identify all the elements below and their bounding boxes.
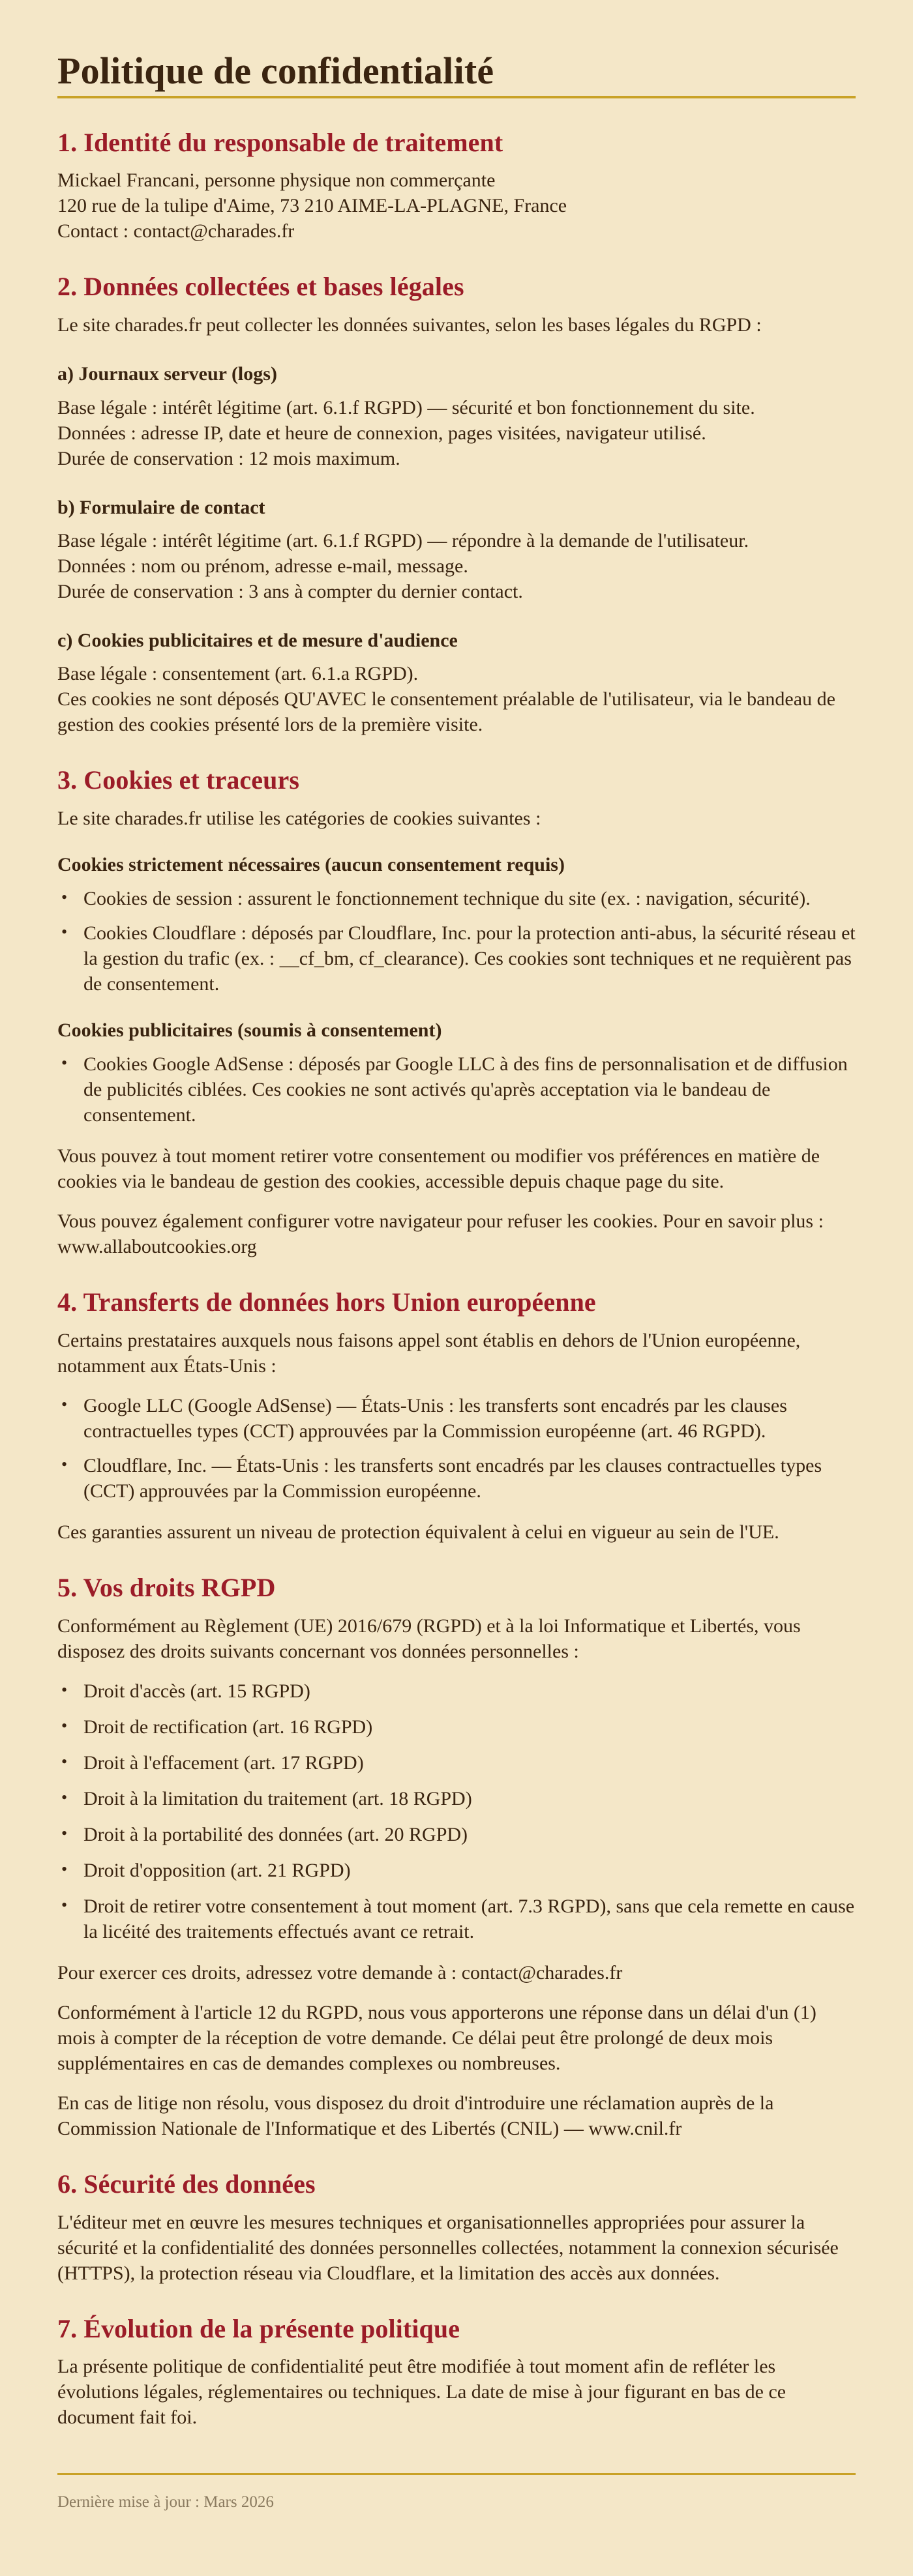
cnil-complaint-paragraph: En cas de litige non résolu, vous disposez du droit d'introduire une réclamation auprès de la Commission Nationale de l'Informatique et des Libertés (CNIL) — www.cnil.fr	[57, 2092, 774, 2139]
section-7-body: La présente politique de confidentialité peut être modifiée à tout moment afin de refléter les évolutions légales, réglementaires ou techniques. La date de mise à jour figurant en bas de ce document fait foi.	[57, 2356, 786, 2429]
section-heading-3: 3. Cookies et traceurs	[57, 765, 299, 795]
list-item: • Droit de retirer votre consentement à tout moment (art. 7.3 RGPD), sans que cela remette en cause la licéité des traitements effectués avant ce retrait.	[57, 1894, 856, 1944]
subsection-heading-2b: b) Formulaire de contact	[57, 496, 265, 518]
section-heading-2: 2. Données collectées et bases légales	[57, 272, 464, 302]
legal-basis-2c: Base légale : consentement (art. 6.1.a RGPD).	[57, 663, 419, 685]
list-item: • Droit de rectification (art. 16 RGPD)	[57, 1714, 856, 1740]
list-item: • Google LLC (Google AdSense) — États-Unis : les transferts sont encadrés par les clauses contractuelles types (CCT) approuvées par la Commission européenne (art. 46 RGPD).	[57, 1393, 856, 1444]
responsible-party-block	[57, 168, 856, 244]
subsection-2c-block	[57, 661, 856, 737]
cookie-list-advertising	[57, 1051, 856, 1128]
section-heading-1: 1. Identité du responsable de traitement	[57, 127, 503, 157]
section-2-intro: Le site charades.fr peut collecter les données suivantes, selon les bases légales du RGPD :	[57, 314, 762, 336]
list-item: • Droit à l'effacement (art. 17 RGPD)	[57, 1750, 856, 1776]
title-divider	[57, 96, 856, 98]
legal-basis-2b: Base légale : intérêt légitime (art. 6.1.f RGPD) — répondre à la demande de l'utilisateur.	[57, 530, 749, 551]
responsible-address: 120 rue de la tulipe d'Aime, 73 210 AIME-LA-PLAGNE, France	[57, 195, 567, 217]
list-item: • Droit d'opposition (art. 21 RGPD)	[57, 1858, 856, 1883]
consent-detail-2c: Ces cookies ne sont déposés QU'AVEC le consentement préalable de l'utilisateur, via le bandeau de gestion des cookies présenté lors de la première visite.	[57, 688, 835, 736]
responsible-name: Mickael Francani, personne physique non commerçante	[57, 169, 496, 192]
section-heading-4: 4. Transferts de données hors Union européenne	[57, 1287, 596, 1317]
responsible-contact: Contact : contact@charades.fr	[57, 220, 295, 242]
section-6-body: L'éditeur met en œuvre les mesures techniques et organisationnelles appropriées pour assurer la sécurité et la confidentialité des données personnelles collectées, notamment la connexion sécurisée (HTTPS), la protection réseau via Cloudflare, et la limitation des accès aux données.	[57, 2211, 839, 2284]
page-title: Politique de confidentialité	[57, 50, 494, 92]
retention-2b: Durée de conservation : 3 ans à compter du dernier contact.	[57, 581, 523, 602]
exercise-rights-paragraph: Pour exercer ces droits, adressez votre demande à : contact@charades.fr	[57, 1961, 623, 1983]
list-item: • Cookies de session : assurent le fonctionnement technique du site (ex. : navigation, sécurité).	[57, 886, 856, 911]
section-4-outro: Ces garanties assurent un niveau de protection équivalent à celui en vigueur au sein de l'UE.	[57, 1521, 779, 1543]
transfer-provider-list	[57, 1393, 856, 1504]
list-item: • Droit à la portabilité des données (art. 20 RGPD)	[57, 1822, 856, 1847]
section-heading-7: 7. Évolution de la présente politique	[57, 2313, 460, 2343]
legal-basis-2a: Base légale : intérêt légitime (art. 6.1.f RGPD) — sécurité et bon fonctionnement du site.	[57, 396, 755, 418]
list-item: • Droit à la limitation du traitement (art. 18 RGPD)	[57, 1786, 856, 1811]
response-delay-paragraph: Conformément à l'article 12 du RGPD, nous vous apporterons une réponse dans un délai d'un (1) mois à compter de la réception de votre demande. Ce délai peut être prolongé de deux mois supplémentaires en cas de demandes complexes ou nombreuses.	[57, 2001, 816, 2074]
subsection-heading-2a: a) Journaux serveur (logs)	[57, 363, 277, 385]
subsection-2b-block	[57, 528, 856, 604]
cookie-group-necessary-heading: Cookies strictement nécessaires (aucun consentement requis)	[57, 854, 565, 876]
list-item: • Cookies Google AdSense : déposés par Google LLC à des fins de personnalisation et de diffusion de publicités ciblées. Ces cookies ne sont activés qu'après acceptation via le bandeau de consentement.	[57, 1051, 856, 1128]
list-item: • Droit d'accès (art. 15 RGPD)	[57, 1678, 856, 1704]
rights-list	[57, 1678, 856, 1944]
section-heading-6: 6. Sécurité des données	[57, 2169, 316, 2199]
subsection-2a-block	[57, 395, 856, 471]
cookie-list-necessary	[57, 886, 856, 997]
data-collected-2a: Données : adresse IP, date et heure de connexion, pages visitées, navigateur utilisé.	[57, 422, 706, 444]
browser-config-paragraph: Vous pouvez également configurer votre navigateur pour refuser les cookies. Pour en savoir plus : www.allaboutcookies.org	[57, 1210, 824, 1258]
section-4-intro: Certains prestataires auxquels nous faisons appel sont établis en dehors de l'Union européenne, notamment aux États-Unis :	[57, 1329, 801, 1377]
section-heading-5: 5. Vos droits RGPD	[57, 1572, 276, 1602]
section-5-intro: Conformément au Règlement (UE) 2016/679 (RGPD) et à la loi Informatique et Libertés, vous disposez des droits suivants concernant vos données personnelles :	[57, 1615, 801, 1662]
data-collected-2b: Données : nom ou prénom, adresse e-mail, message.	[57, 555, 468, 577]
section-3-intro: Le site charades.fr utilise les catégories de cookies suivantes :	[57, 808, 541, 830]
consent-withdraw-paragraph: Vous pouvez à tout moment retirer votre consentement ou modifier vos préférences en matière de cookies via le bandeau de gestion des cookies, accessible depuis chaque page du site.	[57, 1145, 820, 1193]
footer-divider	[57, 2473, 856, 2475]
last-update-note: Dernière mise à jour : Mars 2026	[57, 2493, 274, 2511]
list-item: • Cloudflare, Inc. — États-Unis : les transferts sont encadrés par les clauses contractuelles types (CCT) approuvées par la Commission européenne.	[57, 1453, 856, 1504]
cookie-group-ads-heading: Cookies publicitaires (soumis à consentement)	[57, 1019, 442, 1042]
retention-2a: Durée de conservation : 12 mois maximum.	[57, 447, 400, 469]
list-item: • Cookies Cloudflare : déposés par Cloudflare, Inc. pour la protection anti-abus, la sécurité réseau et la gestion du trafic (ex. : __cf_bm, cf_clearance). Ces cookies sont techniques et ne requièrent pas de consentement.	[57, 920, 856, 997]
subsection-heading-2c: c) Cookies publicitaires et de mesure d'audience	[57, 630, 458, 651]
